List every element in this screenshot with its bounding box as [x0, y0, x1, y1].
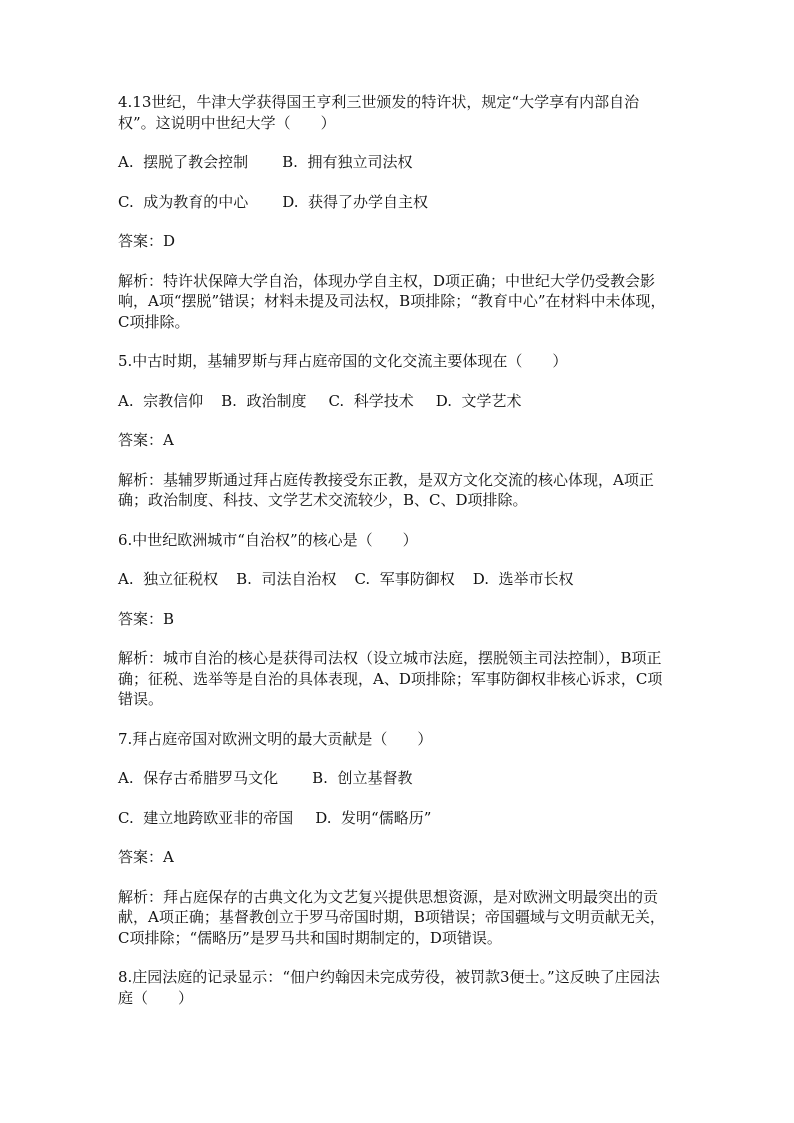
- analysis: 解析：城市自治的核心是获得司法权（设立城市法庭，摆脱领主司法控制），B项正确；征税、选举等是自治的具体表现，A、D项排除；军事防御权非核心诉求，C项错误。: [118, 649, 663, 708]
- answer: 答案：A: [118, 848, 174, 866]
- option-b: B. 拥有独立司法权: [282, 153, 413, 171]
- option-c: C. 建立地跨欧亚非的帝国: [118, 808, 294, 827]
- analysis: 解析：基辅罗斯通过拜占庭传教接受东正教，是双方文化交流的核心体现，A项正确；政治制度、科技、文学艺术交流较少，B、C、D项排除。: [118, 470, 654, 509]
- question-8: [118, 967, 674, 1008]
- question-stem: 4.13世纪，牛津大学获得国王亨利三世颁发的特许状，规定“大学享有内部自治权”。这说明中世纪大学（ ）: [118, 93, 640, 132]
- question-stem: 6.中世纪欧洲城市“自治权”的核心是（ ）: [118, 530, 418, 549]
- option-b: B. 司法自治权: [236, 570, 337, 588]
- option-a: A. 宗教信仰: [118, 391, 204, 410]
- answer: 答案：A: [118, 431, 174, 449]
- option-d: D. 文学艺术: [435, 391, 522, 410]
- option-c: C. 军事防御权: [354, 570, 455, 588]
- document-page: [118, 92, 674, 1027]
- option-c: C. 成为教育的中心: [118, 192, 249, 211]
- option-b: B. 政治制度: [221, 391, 307, 410]
- options-row: [118, 768, 674, 789]
- question-stem: 8.庄园法庭的记录显示：“佃户约翰因未完成劳役，被罚款3便士。”这反映了庄园法庭（ ）: [118, 968, 660, 1007]
- question-7: [118, 729, 674, 949]
- options-row: [118, 569, 674, 590]
- option-c: C. 科学技术: [328, 391, 414, 410]
- analysis: 解析：特许状保障大学自治，体现办学自主权，D项正确；中世纪大学仍受教会影响，A项“摆脱”错误；材料未提及司法权，B项排除；“教育中心”在材料中未体现，C项排除。: [118, 271, 666, 331]
- question-stem: 7.拜占庭帝国对欧洲文明的最大贡献是（ ）: [118, 729, 433, 748]
- option-d: D. 选举市长权: [472, 570, 574, 588]
- question-4: [118, 92, 674, 332]
- option-a: A. 摆脱了教会控制: [118, 153, 249, 171]
- options-row: [118, 192, 674, 213]
- options-row: [118, 391, 674, 412]
- options-row: [118, 152, 674, 173]
- question-6: [118, 530, 674, 710]
- option-b: B. 创立基督教: [312, 769, 413, 787]
- answer: 答案：D: [118, 232, 176, 250]
- answer: 答案：B: [118, 609, 175, 628]
- question-5: [118, 351, 674, 511]
- options-row: [118, 808, 674, 829]
- question-stem: 5.中古时期，基辅罗斯与拜占庭帝国的文化交流主要体现在（ ）: [118, 352, 568, 370]
- option-a: A. 保存古希腊罗马文化: [118, 769, 279, 787]
- option-d: D. 发明“儒略历”: [315, 808, 432, 827]
- option-a: A. 独立征税权: [118, 570, 219, 588]
- option-d: D. 获得了办学自主权: [282, 192, 429, 211]
- analysis: 解析：拜占庭保存的古典文化为文艺复兴提供思想资源，是对欧洲文明最突出的贡献，A项正确；基督教创立于罗马帝国时期，B项错误；帝国疆域与文明贡献无关，C项排除；“儒略历”是罗马共和国时期制定的，D项错误。: [118, 887, 665, 947]
